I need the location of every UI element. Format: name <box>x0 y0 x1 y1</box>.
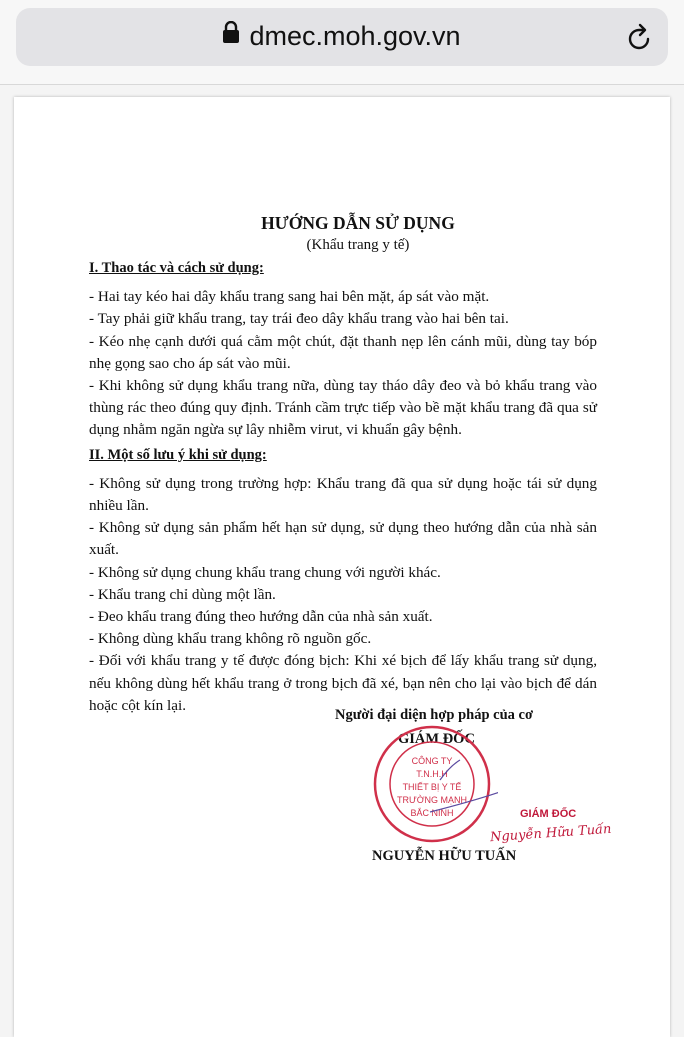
representative-label: Người đại diện hợp pháp của cơ <box>335 707 533 723</box>
list-item: - Không sử dụng chung khẩu trang chung với người khác. <box>89 563 441 581</box>
signature-title: GIÁM ĐỐC <box>520 808 577 820</box>
browser-toolbar <box>0 0 684 85</box>
url-display[interactable] <box>16 21 668 53</box>
company-stamp <box>370 722 498 846</box>
document-content <box>89 212 597 717</box>
list-item: - Hai tay kéo hai dây khẩu trang sang hai bên mặt, áp sát vào mặt. <box>89 288 490 306</box>
list-item: - Kéo nhẹ cạnh dưới quá cằm một chút, đặt thanh nẹp lên cánh mũi, dùng tay bóp nhẹ gọng sao cho áp sát vào mũi. <box>89 332 597 372</box>
list-item: - Không sử dụng sản phẩm hết hạn sử dụng, sử dụng theo hướng dẫn của nhà sản xuất. <box>89 519 597 559</box>
address-bar[interactable] <box>16 8 668 66</box>
section2-heading: II. Một số lưu ý khi sử dụng: <box>89 446 267 463</box>
lock-icon <box>223 19 239 50</box>
stamp-line: TRƯỜNG MẠNH <box>397 795 467 805</box>
stamp-line: CÔNG TY <box>411 756 453 766</box>
list-item: - Không sử dụng trong trường hợp: Khẩu trang đã qua sử dụng hoặc tái sử dụng nhiều lần. <box>89 474 597 515</box>
list-item: - Đeo khẩu trang đúng theo hướng dẫn của nhà sản xuất. <box>89 608 433 626</box>
list-item: - Không dùng khẩu trang không rõ nguồn gốc. <box>89 630 372 648</box>
stamp-line: T.N.H.H <box>416 769 448 779</box>
list-item: - Tay phải giữ khẩu trang, tay trái đeo dây khẩu trang vào hai bên tai. <box>89 310 509 328</box>
stamp-line: THIẾT BỊ Y TẾ <box>402 782 462 792</box>
document-title: HƯỚNG DẪN SỬ DỤNG <box>261 213 455 233</box>
signatory-name: NGUYỄN HỮU TUẤN <box>372 848 517 864</box>
document-subtitle: (Khẩu trang y tế) <box>306 237 410 253</box>
list-item: - Khẩu trang chỉ dùng một lần. <box>89 585 276 603</box>
list-item: - Khi không sử dụng khẩu trang nữa, dùng tay tháo dây đeo và bỏ khẩu trang vào thùng rác theo đúng quy định. Tránh cầm trực tiếp vào bề mặt khẩu trang đã qua sử dụng nhằm ngăn ngừa sự lây nhiễm virut, vi khuẩn gây bệnh. <box>89 377 597 439</box>
url-text: dmec.moh.gov.vn <box>249 21 461 51</box>
position-label: GIÁM ĐỐC <box>398 731 475 747</box>
signature-name: Nguyễn Hữu Tuấn <box>489 821 612 846</box>
list-item: - Đối với khẩu trang y tế được đóng bịch: Khi xé bịch để lấy khẩu trang sử dụng, nếu không dùng hết khẩu trang ở trong bịch đã xé, bạn nên cho lại vào bịch để dán hoặc cột kín lại. <box>89 652 597 714</box>
stamp-line: BẮC NINH <box>410 808 454 818</box>
reload-icon[interactable] <box>626 22 654 57</box>
section1-heading: I. Thao tác và cách sử dụng: <box>89 260 264 276</box>
